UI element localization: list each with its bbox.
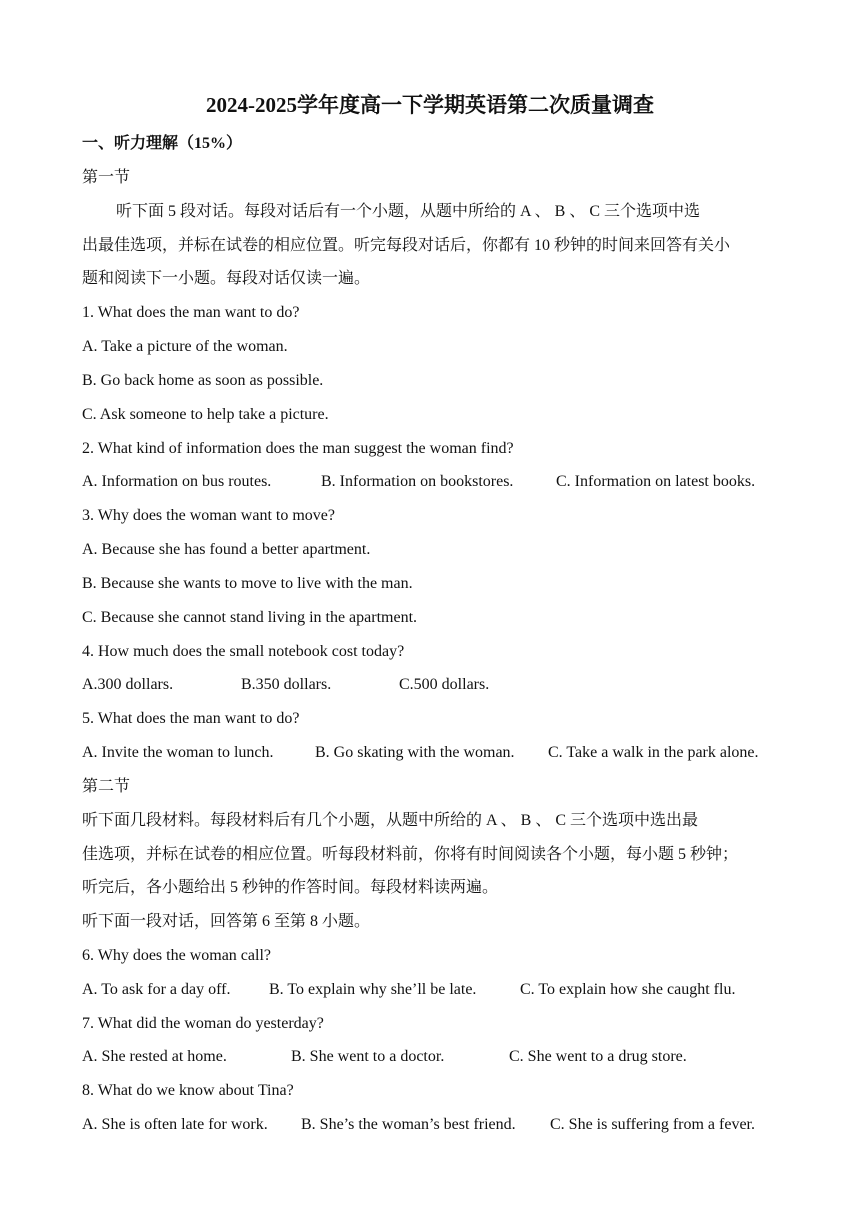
option-b: B. Because she wants to move to live with the man. bbox=[82, 575, 413, 592]
option-a: A. Because she has found a better apartment. bbox=[82, 541, 371, 558]
question-stem: 6. Why does the woman call? bbox=[82, 947, 271, 964]
option-a: A. To ask for a day off. bbox=[82, 981, 231, 998]
section2-label: 第二节 bbox=[82, 778, 131, 795]
option-a: A. Information on bus routes. bbox=[82, 473, 272, 490]
question-stem: 3. Why does the woman want to move? bbox=[82, 507, 335, 524]
option-c: C.500 dollars. bbox=[399, 676, 490, 693]
option-b: B. She’s the woman’s best friend. bbox=[301, 1116, 516, 1133]
section1-instruction-line: 出最佳选项，并标在试卷的相应位置。听完每段对话后，你都有 10 秒钟的时间来回答有关小 bbox=[82, 237, 731, 254]
question-stem: 7. What did the woman do yesterday? bbox=[82, 1015, 324, 1032]
question-stem: 1. What does the man want to do? bbox=[82, 304, 300, 321]
section2-instruction-line: 佳选项，并标在试卷的相应位置。听每段材料前，你将有时间阅读各个小题，每小题 5 秒钟； bbox=[82, 846, 739, 863]
option-a: A. Invite the woman to lunch. bbox=[82, 744, 274, 761]
section1-instruction-line: 听下面 5 段对话。每段对话后有一个小题，从题中所给的 A 、 B 、 C 三个选项中选 bbox=[116, 203, 701, 220]
question-stem: 4. How much does the small notebook cost today? bbox=[82, 643, 405, 660]
section1-instruction-line: 题和阅读下一小题。每段对话仅读一遍。 bbox=[82, 270, 371, 287]
option-c: C. To explain how she caught flu. bbox=[520, 981, 736, 998]
question-stem: 8. What do we know about Tina? bbox=[82, 1082, 294, 1099]
option-c: C. She went to a drug store. bbox=[509, 1048, 687, 1065]
option-a: A. She is often late for work. bbox=[82, 1116, 268, 1133]
section2-instruction-line: 听下面几段材料。每段材料后有几个小题，从题中所给的 A 、 B 、 C 三个选项中选出最 bbox=[82, 812, 699, 829]
option-b: B. Information on bookstores. bbox=[321, 473, 514, 490]
dialogue-intro: 听下面一段对话，回答第 6 至第 8 小题。 bbox=[82, 913, 371, 930]
option-c: C. Ask someone to help take a picture. bbox=[82, 406, 329, 423]
question-stem: 5. What does the man want to do? bbox=[82, 710, 300, 727]
section2-instruction-line: 听完后，各小题给出 5 秒钟的作答时间。每段材料读两遍。 bbox=[82, 879, 499, 896]
option-b: B. To explain why she’ll be late. bbox=[269, 981, 477, 998]
option-b: B. She went to a doctor. bbox=[291, 1048, 445, 1065]
exam-title: 2024-2025学年度高一下学期英语第二次质量调查 bbox=[206, 93, 654, 117]
option-a: A. Take a picture of the woman. bbox=[82, 338, 288, 355]
question-stem: 2. What kind of information does the man suggest the woman find? bbox=[82, 440, 514, 457]
option-b: B.350 dollars. bbox=[241, 676, 332, 693]
option-b: B. Go skating with the woman. bbox=[315, 744, 515, 761]
option-b: B. Go back home as soon as possible. bbox=[82, 372, 324, 389]
option-c: C. Information on latest books. bbox=[556, 473, 756, 490]
option-a: A.300 dollars. bbox=[82, 676, 174, 693]
part1-heading: 一、听力理解（15%） bbox=[82, 135, 243, 152]
option-a: A. She rested at home. bbox=[82, 1048, 227, 1065]
section1-label: 第一节 bbox=[82, 169, 131, 186]
option-c: C. She is suffering from a fever. bbox=[550, 1116, 755, 1133]
option-c: C. Because she cannot stand living in the apartment. bbox=[82, 609, 418, 626]
option-c: C. Take a walk in the park alone. bbox=[548, 744, 759, 761]
